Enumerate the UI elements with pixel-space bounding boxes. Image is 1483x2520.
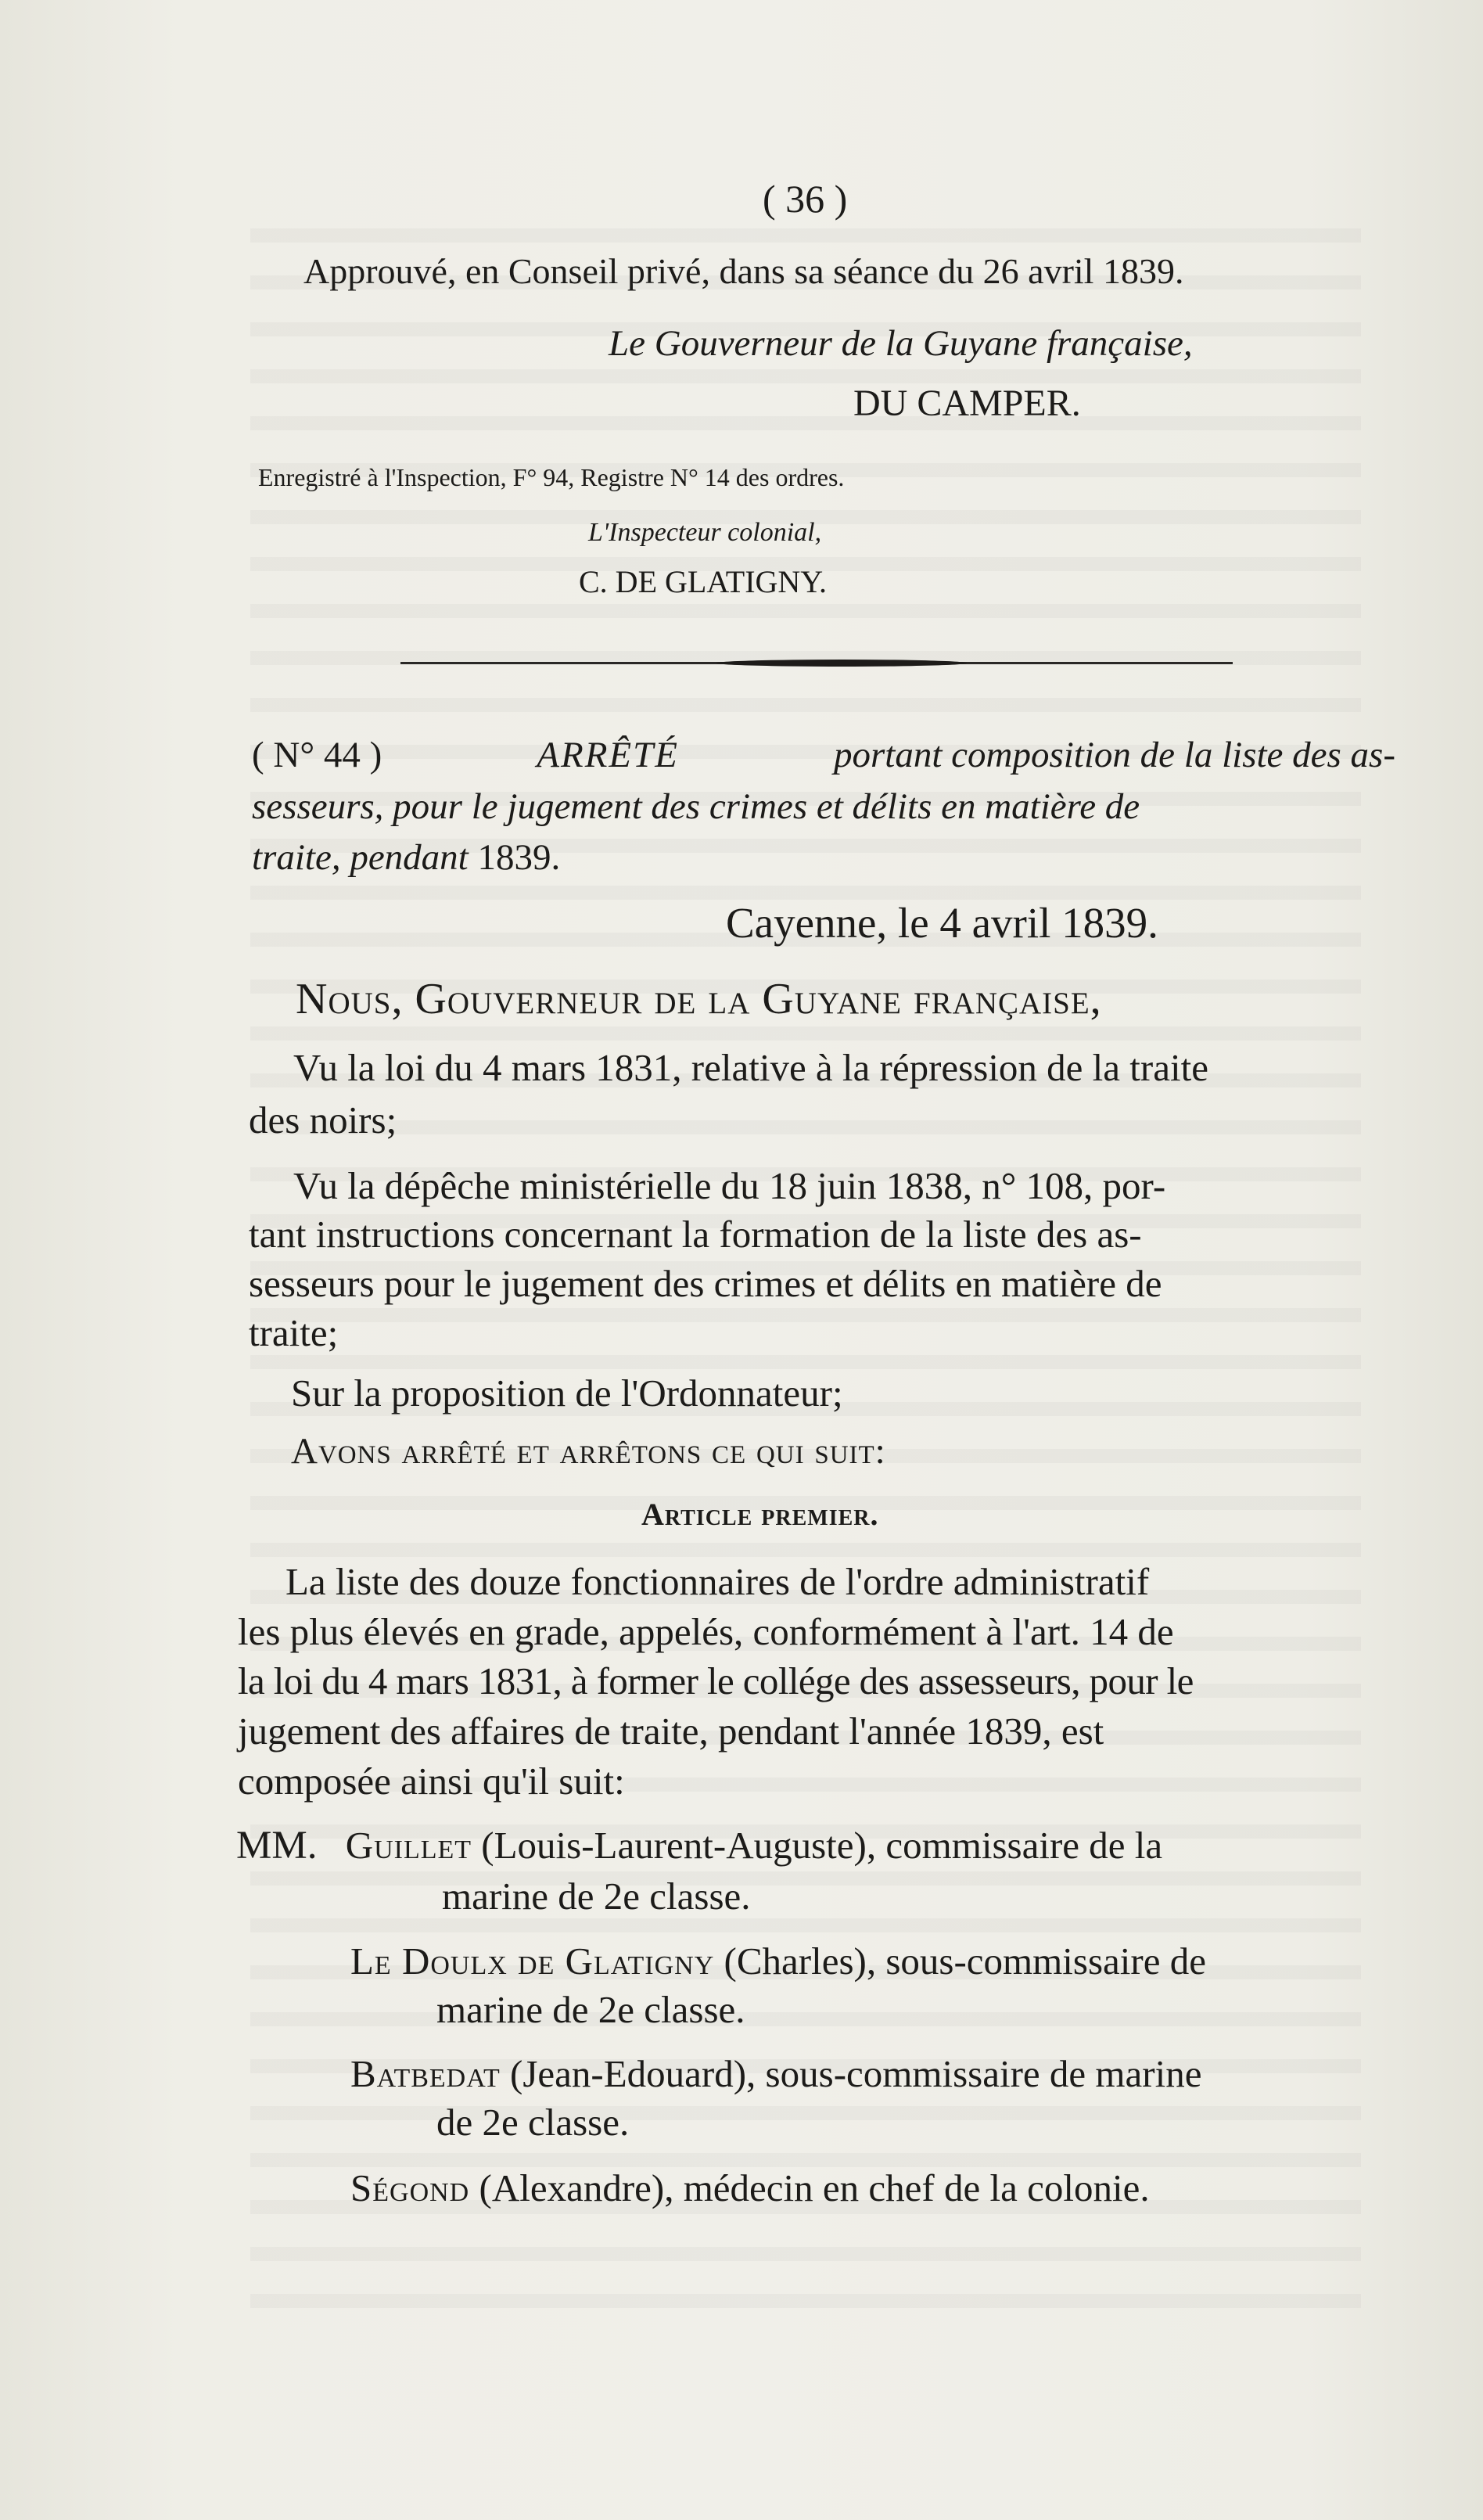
- liste-text-1: La liste des douze fonctionnaires de l'ordre administratif: [285, 1560, 1150, 1603]
- member-desc-ledoulx: (Charles), sous-commissaire de: [724, 1939, 1206, 1983]
- vu2-text-2: tant instructions concernant la formation de la liste des as-: [249, 1213, 1142, 1256]
- page-number: ( 36 ): [763, 177, 848, 221]
- liste-line-4: [238, 1709, 1395, 1753]
- member-batbedat-line-1: [350, 2051, 1201, 2096]
- vu2-text-3: sesseurs pour le jugement des crimes et délits en matière de: [249, 1262, 1162, 1305]
- liste-text-3: la loi du 4 mars 1831, à former le collége des assesseurs, pour le: [238, 1659, 1194, 1702]
- decree-number: ( N° 44 ): [252, 735, 382, 775]
- liste-text-2: les plus élevés en grade, appelés, conformément à l'art. 14 de: [238, 1610, 1174, 1653]
- member-batbedat-line-2: de 2e classe.: [436, 2101, 630, 2144]
- place-date: Cayenne, le 4 avril 1839.: [726, 899, 1158, 947]
- inspector-title: L'Inspecteur colonial,: [588, 518, 822, 547]
- vu2-line-2: [249, 1212, 1395, 1256]
- vu1-text-1: Vu la loi du 4 mars 1831, relative à la répression de la traite: [293, 1046, 1208, 1089]
- member-ledoulx-line-1: [350, 1939, 1206, 1983]
- member-prefix: MM.: [236, 1824, 318, 1868]
- sur-line: Sur la proposition de l'Ordonnateur;: [291, 1371, 843, 1415]
- member-name-guillet: Guillet: [345, 1824, 472, 1867]
- liste-line-3: [238, 1659, 1395, 1703]
- vu1-line-2: des noirs;: [249, 1098, 397, 1141]
- approval-line: Approuvé, en Conseil privé, dans sa séance du 26 avril 1839.: [303, 251, 1184, 291]
- liste-text-4: jugement des affaires de traite, pendant l'année 1839, est: [238, 1709, 1104, 1752]
- article-heading: Article premier.: [641, 1497, 879, 1532]
- liste-line-2: [238, 1609, 1395, 1654]
- governor-name: DU CAMPER.: [853, 383, 1081, 424]
- vu2-line-4: traite;: [249, 1311, 339, 1354]
- vu2-line-3: [249, 1261, 1395, 1306]
- separator-rule: [400, 660, 1233, 667]
- vu1-line-1: [293, 1045, 1395, 1090]
- vu2-text-1: Vu la dépêche ministérielle du 18 juin 1838, n° 108, por-: [293, 1164, 1166, 1207]
- vu2-line-1: [293, 1163, 1395, 1208]
- member-desc-segond: (Alexandre), médecin en chef de la colonie.: [479, 2166, 1150, 2209]
- decree-title-word: ARRÊTÉ: [537, 735, 679, 775]
- decree-title-line-1: [252, 734, 1395, 776]
- member-name-batbedat: Batbedat: [350, 2052, 501, 2095]
- member-desc-guillet: (Louis-Laurent-Auguste), commissaire de la: [481, 1824, 1163, 1867]
- avons-line: Avons arrêté et arrêtons ce qui suit:: [291, 1431, 886, 1472]
- decree-title-text-2: sesseurs, pour le jugement des crimes et délits en matière de: [252, 786, 1140, 827]
- decree-title-rest: portant composition de la liste des as-: [833, 735, 1395, 775]
- member-desc-batbedat: (Jean-Edouard), sous-commissaire de marine: [510, 2052, 1202, 2095]
- decree-title-line-3: [252, 836, 560, 879]
- member-name-ledoulx: Le Doulx de Glatigny: [350, 1939, 715, 1983]
- governor-title: Le Gouverneur de la Guyane française,: [609, 323, 1193, 364]
- member-name-segond: Ségond: [350, 2166, 470, 2209]
- member-segond-line-1: [350, 2166, 1150, 2210]
- nous-line: Nous, Gouverneur de la Guyane française,: [296, 975, 1102, 1023]
- liste-line-5: composée ainsi qu'il suit:: [238, 1760, 625, 1803]
- registration-line: Enregistré à l'Inspection, F° 94, Registre N° 14 des ordres.: [258, 463, 845, 491]
- member-guillet-line-2: marine de 2e classe.: [442, 1875, 751, 1918]
- decree-year: 1839.: [477, 837, 561, 878]
- decree-title-text-3: traite, pendant: [252, 837, 469, 878]
- member-ledoulx-line-2: marine de 2e classe.: [436, 1988, 745, 2031]
- decree-title-line-2: [252, 785, 1395, 828]
- member-guillet-line-1: [236, 1823, 1395, 1868]
- inspector-name: C. DE GLATIGNY.: [579, 564, 828, 599]
- liste-line-1: [285, 1559, 1395, 1604]
